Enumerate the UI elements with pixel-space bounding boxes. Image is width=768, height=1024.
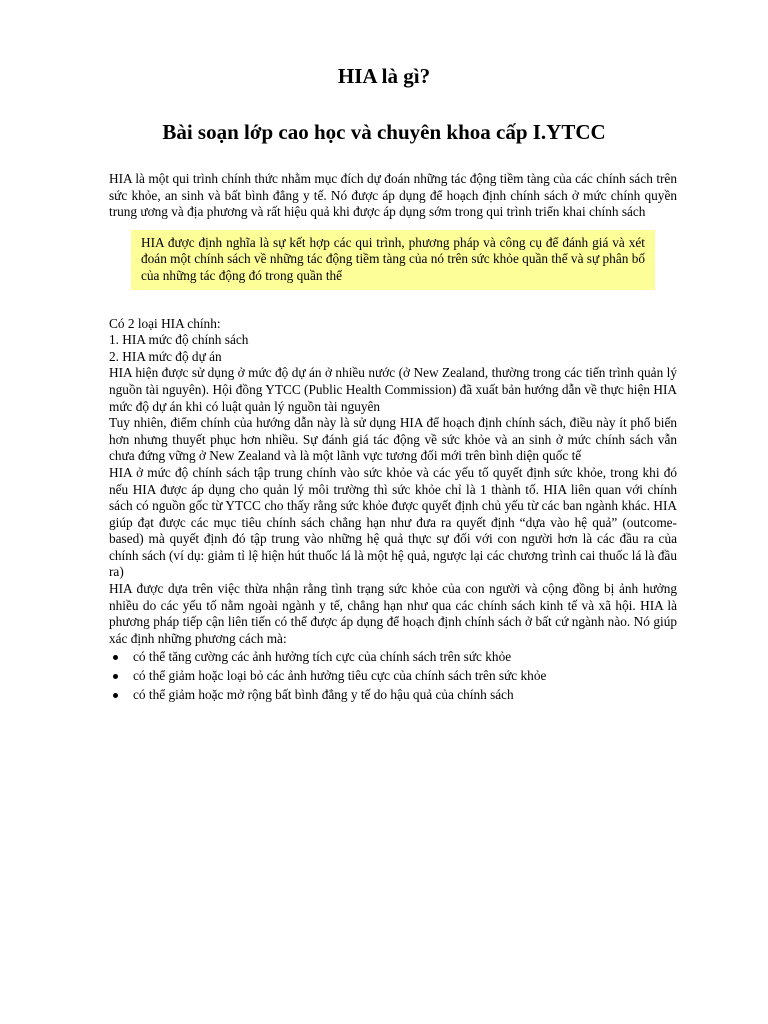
- bullet-icon: [113, 674, 118, 679]
- bullet-icon: [113, 693, 118, 698]
- page-subtitle: Bài soạn lớp cao học và chuyên khoa cấp I.YTCC: [162, 120, 606, 144]
- definition-callout: [131, 230, 655, 290]
- bullet-item: [133, 668, 677, 685]
- bullet-item: [133, 649, 677, 666]
- project-level-paragraph: HIA hiện được sử dụng ở mức độ dự án ở nhiều nước (ở New Zealand, thường trong các tiến trình quản lý nguồn tài nguyên). Hội đồng YTCC (Public Health Commission) đã xuất bản hướng dẫn về thực hiện HIA mức độ dự án khi có luật quản lý nguồn tài nguyên: [109, 365, 677, 414]
- however-paragraph: Tuy nhiên, điểm chính của hướng dẫn này là sử dụng HIA để hoạch định chính sách, điều này ít phổ biến hơn nhưng thuyết phục hơn nhiều. Sự đánh giá tác động về sức khỏe và an sinh ở mức chính sách vẫn chưa đứng vững ở New Zealand và là một lãnh vực tương đối mới trên bình diện quốc tế: [109, 415, 677, 464]
- type-item-project: 2. HIA mức độ dự án: [109, 348, 222, 364]
- bullet-text: có thể giảm hoặc loại bỏ các ảnh hưởng tiêu cực của chính sách trên sức khỏe: [133, 668, 547, 684]
- bullet-text: có thể tăng cường các ảnh hưởng tích cực của chính sách trên sức khỏe: [133, 649, 512, 665]
- bullet-item: [133, 687, 677, 704]
- policy-level-paragraph: HIA ở mức độ chính sách tập trung chính vào sức khỏe và các yếu tố quyết định sức khỏe, trong khi đó nếu HIA được áp dụng cho quản lý môi trường thì sức khỏe chỉ là 1 thành tố. HIA liên quan với chính sách có nguồn gốc từ YTCC cho thấy rằng sức khỏe được quyết định chủ yếu từ các ban ngành khác. HIA giúp đạt được các mục tiêu chính sách chẳng hạn như đưa ra quyết định “dựa vào hệ quả” (outcome-based) mà quyết định đó tập trung vào những hệ quả thực sự đối với con người hơn là các đầu ra của chính sách (ví dụ: giảm tỉ lệ hiện hút thuốc lá là một hệ quả, ngược lại các chương trình cai thuốc lá là đầu ra): [109, 464, 677, 580]
- based-on-paragraph: HIA được dựa trên việc thừa nhận rằng tình trạng sức khỏe của con người và cộng đồng bị ảnh hưởng nhiều do các yếu tố nằm ngoài ngành y tế, chẳng hạn như qua các chính sách kinh tế và xã hội. HIA là phương pháp tiếp cận liên tiến có thể được áp dụng để hoạch định chính sách ở bất cứ ngành nào. Nó giúp xác định những phương cách mà:: [109, 581, 677, 646]
- page-title: HIA là gì?: [337, 64, 431, 88]
- bullet-list: [109, 649, 677, 703]
- spacer: [109, 303, 677, 316]
- types-heading: Có 2 loại HIA chính:: [109, 315, 221, 331]
- document-body: [109, 171, 677, 705]
- bullet-icon: [113, 655, 118, 660]
- bullet-text: có thể giảm hoặc mở rộng bất bình đẳng y tế do hậu quả của chính sách: [133, 686, 514, 702]
- definition-text: HIA được định nghĩa là sự kết hợp các qui trình, phương pháp và công cụ để đánh giá và xét đoán một chính sách về những tác động tiềm tàng của nó trên sức khỏe quần thể và sự phân bố của những tác động đó trong quần thể: [141, 234, 645, 283]
- intro-paragraph: HIA là một qui trình chính thức nhằm mục đích dự đoán những tác động tiềm tàng của các chính sách trên sức khỏe, an sinh và bất bình đẳng y tế. Nó được áp dụng để hoạch định chính sách ở mức chính quyền trung ương và địa phương và rất hiệu quả khi được áp dụng sớm trong qui trình triển khai chính sách: [109, 171, 677, 220]
- type-item-policy: 1. HIA mức độ chính sách: [109, 332, 249, 348]
